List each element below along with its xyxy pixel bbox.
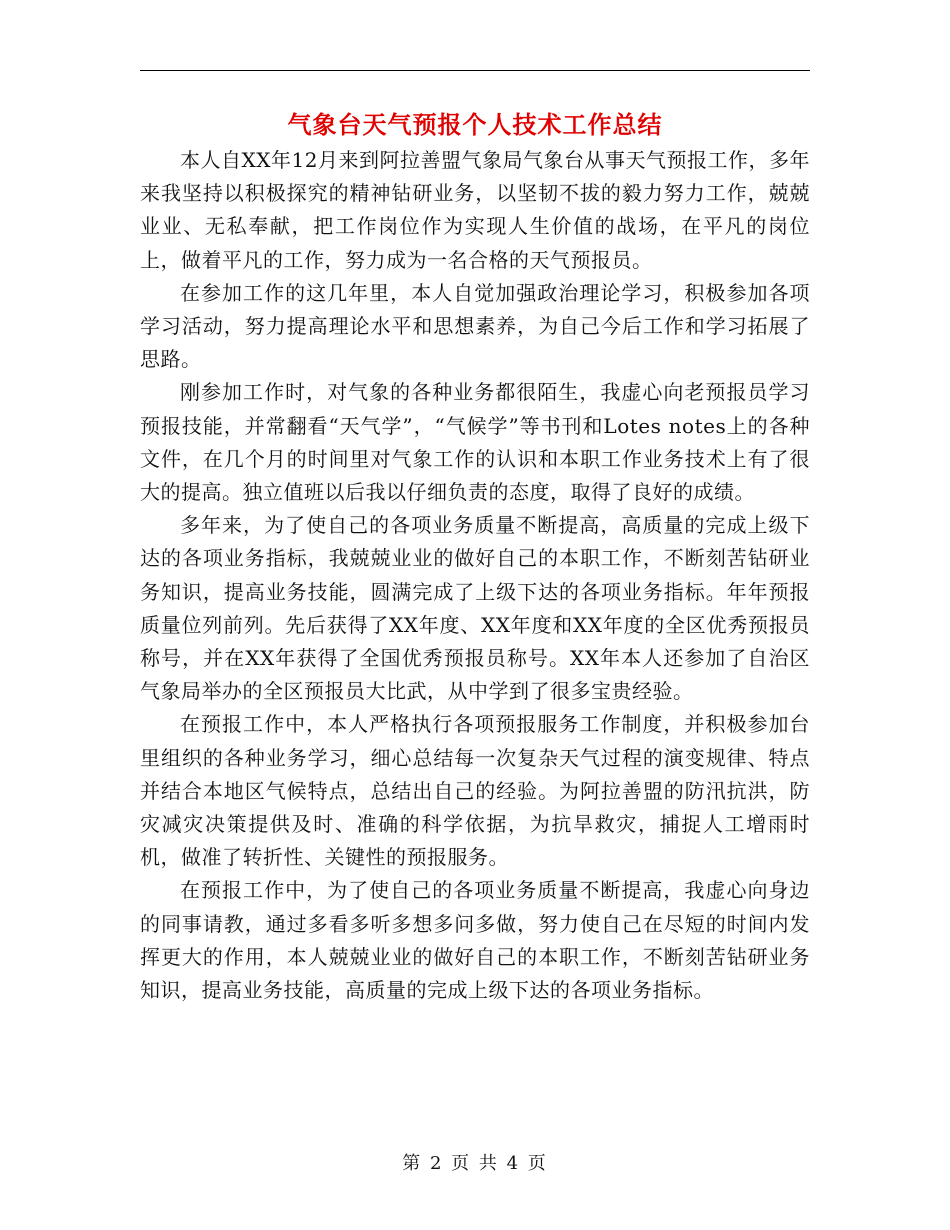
paragraph-4: 多年来，为了使自己的各项业务质量不断提高，高质量的完成上级下达的各项业务指标，我兢兢业业的做好自己的本职工作，不断刻苦钻研业务知识，提高业务技能，圆满完成了上级下达的各项业务指标。年年预报质量位列前列。先后获得了XX年度、XX年度和XX年度的全区优秀预报员称号，并在XX年获得了全国优秀预报员称号。XX年本人还参加了自治区气象局举办的全区预报员大比武，从中学到了很多宝贵经验。 [140, 513, 810, 704]
document-body [140, 144, 810, 1007]
paragraph-5: 在预报工作中，本人严格执行各项预报服务工作制度，并积极参加台里组织的各种业务学习，细心总结每一次复杂天气过程的演变规律、特点并结合本地区气候特点，总结出自己的经验。为阿拉善盟的防汛抗洪，防灾减灾决策提供及时、准确的科学依据，为抗旱救灾，捕捉人工增雨时机，做准了转折性、关键性的预报服务。 [140, 712, 810, 870]
paragraph-1: 本人自XX年12月来到阿拉善盟气象局气象台从事天气预报工作，多年来我坚持以积极探究的精神钻研业务，以坚韧不拔的毅力努力工作，兢兢业业、无私奉献，把工作岗位作为实现人生价值的战场，在平凡的岗位上，做着平凡的工作，努力成为一名合格的天气预报员。 [140, 148, 810, 272]
document-title: 气象台天气预报个人技术工作总结 [287, 110, 663, 139]
paragraph-2: 在参加工作的这几年里，本人自觉加强政治理论学习，积极参加各项学习活动，努力提高理论水平和思想素养，为自己今后工作和学习拓展了思路。 [140, 280, 810, 372]
header-rule [140, 70, 810, 71]
page-number: 第 2 页 共 4 页 [402, 1153, 548, 1174]
paragraph-3: 刚参加工作时，对气象的各种业务都很陌生，我虚心向老预报员学习预报技能，并常翻看“天气学”，“气候学”等书刊和Lotes notes上的各种文件，在几个月的时间里对气象工作的认识和本职工作业务技术上有了很大的提高。独立值班以后我以仔细负责的态度，取得了良好的成绩。 [140, 380, 810, 505]
paragraph-6: 在预报工作中，为了使自己的各项业务质量不断提高，我虚心向身边的同事请教，通过多看多听多想多问多做，努力使自己在尽短的时间内发挥更大的作用，本人兢兢业业的做好自己的本职工作，不断刻苦钻研业务知识，提高业务技能，高质量的完成上级下达的各项业务指标。 [140, 878, 810, 1003]
